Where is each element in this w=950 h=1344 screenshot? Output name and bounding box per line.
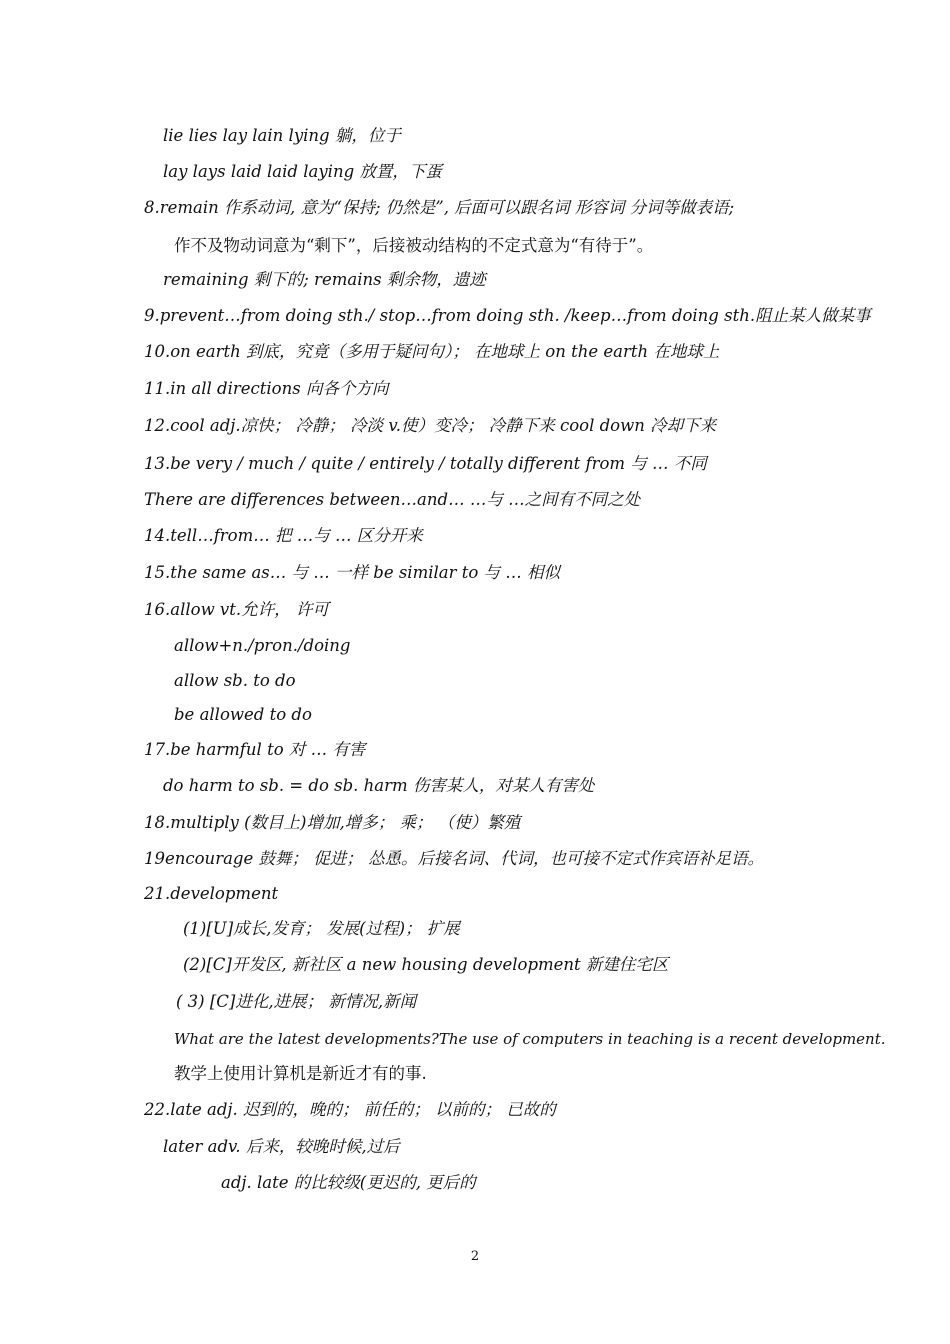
text-line: 作不及物动词意为“剩下”，后接被动结构的不定式意为“有待于”。 xyxy=(174,236,654,255)
text-line: ( 3) [C]进化,进展； 新情况,新闻 xyxy=(176,992,417,1011)
text-line: be allowed to do xyxy=(174,705,312,724)
text-line: 18.multiply (数目上)增加,增多； 乘； （使）繁殖 xyxy=(144,813,521,832)
text-line: lay lays laid laid laying 放置，下蛋 xyxy=(163,162,442,181)
text-line: There are differences between…and… …与 …之间有不同之处 xyxy=(144,490,641,509)
text-line: 21.development xyxy=(144,884,279,903)
text-line: 13.be very / much / quite / entirely / totally different from 与 … 不同 xyxy=(144,454,707,473)
text-line: 11.in all directions 向各个方向 xyxy=(144,379,389,398)
text-line: remaining 剩下的; remains 剩余物，遗迹 xyxy=(163,270,486,289)
text-line: allow sb. to do xyxy=(174,671,296,690)
text-line: 15.the same as… 与 … 一样 be similar to 与 … 相似 xyxy=(144,563,561,582)
text-line: 8.remain 作系动词, 意为“保持; 仍然是”, 后面可以跟名词 形容词 分词等做表语; xyxy=(144,198,735,217)
text-line: 22.late adj. 迟到的，晚的； 前任的； 以前的； 已故的 xyxy=(144,1100,556,1119)
text-line: 12.cool adj.凉快； 冷静； 冷淡 v.使）变冷； 冷静下来 cool down 冷却下来 xyxy=(144,416,717,435)
text-line: 10.on earth 到底，究竟（多用于疑问句）； 在地球上 on the earth 在地球上 xyxy=(144,342,720,361)
text-line: 17.be harmful to 对 … 有害 xyxy=(144,740,366,759)
text-line: lie lies lay lain lying 躺，位于 xyxy=(163,126,401,145)
page-number: 2 xyxy=(470,1249,480,1264)
text-line: adj. late 的比较级(更迟的, 更后的 xyxy=(221,1173,476,1192)
text-line: What are the latest developments?The use of computers in teaching is a recent development. xyxy=(174,1030,886,1048)
text-line: 16.allow vt.允许， 许可 xyxy=(144,600,329,619)
text-line: do harm to sb. = do sb. harm 伤害某人，对某人有害处 xyxy=(163,776,595,795)
text-line: 14.tell…from… 把 …与 … 区分开来 xyxy=(144,526,423,545)
text-line: allow+n./pron./doing xyxy=(174,636,351,655)
text-line: (1)[U]成长,发育； 发展(过程)； 扩展 xyxy=(183,919,460,938)
text-line: (2)[C]开发区, 新社区 a new housing development 新建住宅区 xyxy=(183,955,669,974)
text-line: later adv. 后来，较晚时候,过后 xyxy=(163,1137,400,1156)
text-line: 9.prevent…from doing sth./ stop…from doing sth. /keep…from doing sth.阻止某人做某事 xyxy=(144,306,871,325)
text-line: 教学上使用计算机是新近才有的事. xyxy=(174,1064,427,1083)
text-line: 19encourage 鼓舞； 促进； 怂恿。后接名词、代词，也可接不定式作宾语补足语。 xyxy=(144,849,764,868)
